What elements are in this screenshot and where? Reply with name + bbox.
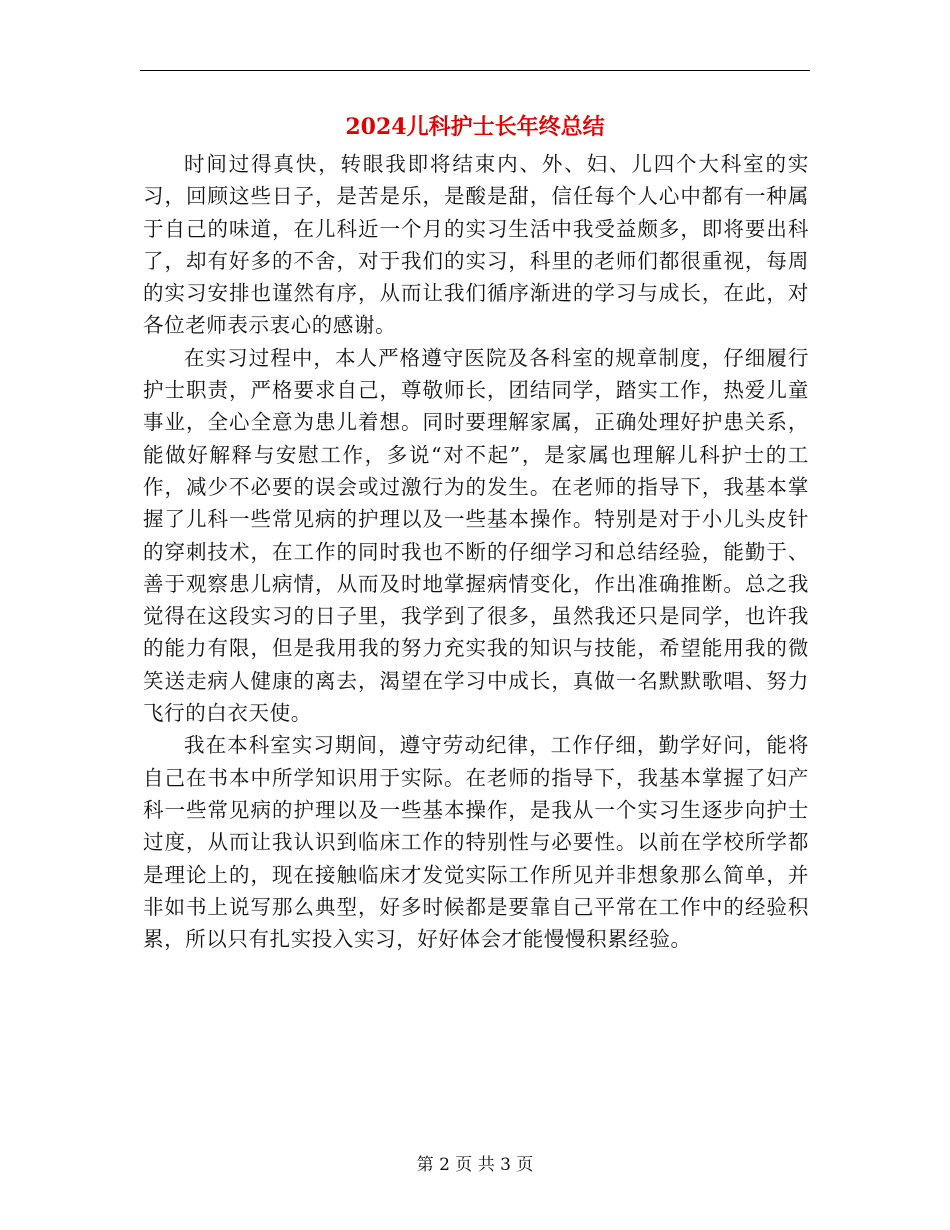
- paragraph-2: 在实习过程中，本人严格遵守医院及各科室的规章制度，仔细履行护士职责，严格要求自己，尊敬师长，团结同学，踏实工作，热爱儿童事业，全心全意为患儿着想。同时要理解家属，正确处理好护患关系，能做好解释与安慰工作，多说“对不起”，是家属也理解儿科护士的工作，减少不必要的误会或过激行为的发生。在老师的指导下，我基本掌握了儿科一些常见病的护理以及一些基本操作。特别是对于小儿头皮针的穿刺技术，在工作的同时我也不断的仔细学习和总结经验，能勤于、善于观察患儿病情，从而及时地掌握病情变化，作出准确推断。总之我觉得在这段实习的日子里，我学到了很多，虽然我还只是同学，也许我的能力有限，但是我用我的努力充实我的知识与技能，希望能用我的微笑送走病人健康的离去，渴望在学习中成长，真做一名默默歌唱、努力飞行的白衣天使。: [143, 345, 809, 726]
- document-title: 2024儿科护士长年终总结: [345, 114, 605, 140]
- paragraph-1: 时间过得真快，转眼我即将结束内、外、妇、儿四个大科室的实习，回顾这些日子，是苦是乐，是酸是甜，信任每个人心中都有一种属于自己的味道，在儿科近一个月的实习生活中我受益颇多，即将要出科了，却有好多的不舍，对于我们的实习，科里的老师们都很重视，每周的实习安排也谨然有序，从而让我们循序渐进的学习与成长，在此，对各位老师表示衷心的感谢。: [143, 152, 809, 338]
- paragraph-3: 我在本科室实习期间，遵守劳动纪律，工作仔细，勤学好问，能将自己在书本中所学知识用于实际。在老师的指导下，我基本掌握了妇产科一些常见病的护理以及一些基本操作，是我从一个实习生逐步向护士过度，从而让我认识到临床工作的特别性与必要性。以前在学校所学都是理论上的，现在接触临床才发觉实际工作所见并非想象那么简单，并非如书上说写那么典型，好多时候都是要靠自己平常在工作中的经验积累，所以只有扎实投入实习，好好体会才能慢慢积累经验。: [143, 733, 809, 952]
- header-rule: [140, 70, 810, 71]
- document-body: [143, 148, 809, 955]
- page-number-footer: 第 2 页 共 3 页: [416, 1155, 534, 1175]
